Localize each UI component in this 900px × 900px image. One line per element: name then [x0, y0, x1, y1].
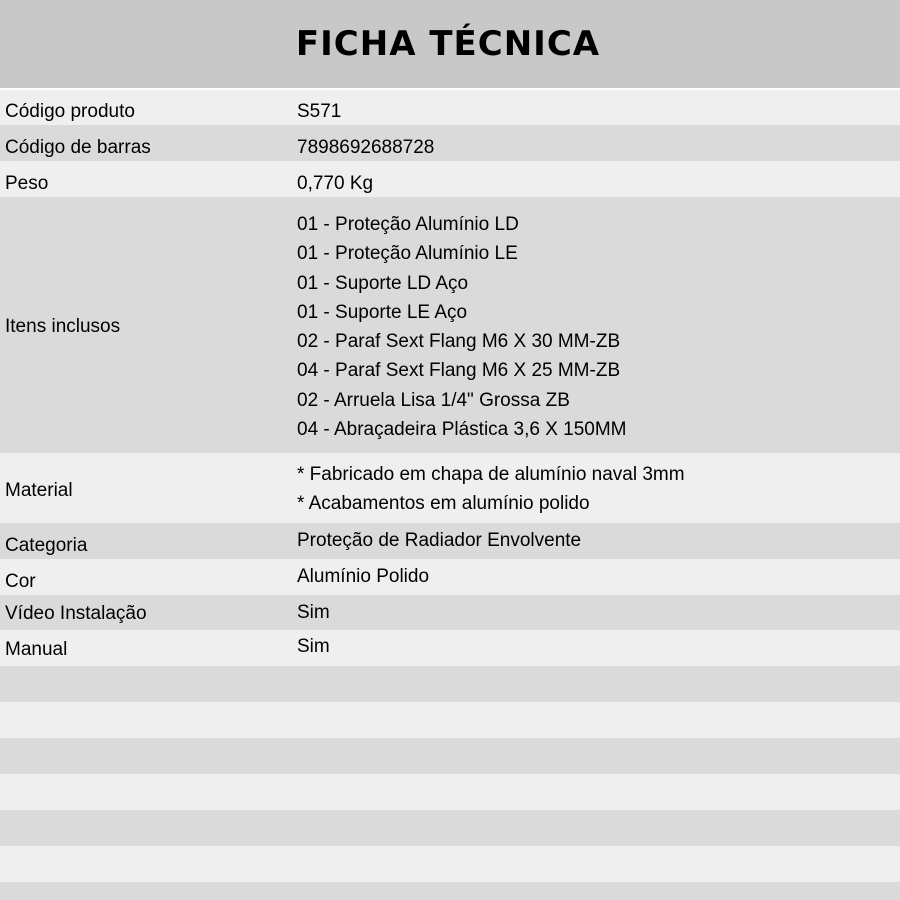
spec-label: Categoria — [5, 535, 88, 556]
list-item: 01 - Suporte LD Aço — [297, 272, 469, 294]
empty-row — [0, 882, 900, 900]
list-item: 04 - Abraçadeira Plástica 3,6 X 150MM — [297, 419, 627, 441]
spec-row-video-instalacao — [0, 595, 900, 630]
spec-row-peso — [0, 161, 900, 197]
spec-label: Código de barras — [5, 137, 151, 158]
list-item: 04 - Paraf Sext Flang M6 X 25 MM-ZB — [297, 360, 621, 382]
empty-row — [0, 846, 900, 882]
spec-value: 7898692688728 — [297, 137, 435, 158]
list-item: * Fabricado em chapa de alumínio naval 3mm — [297, 464, 685, 485]
sheet-title: FICHA TÉCNICA — [295, 24, 601, 64]
spec-label: Cor — [5, 571, 36, 592]
spec-row-codigo-produto — [0, 90, 900, 125]
spec-value: Proteção de Radiador Envolvente — [297, 530, 582, 551]
empty-row — [0, 774, 900, 810]
list-item: 02 - Arruela Lisa 1/4" Grossa ZB — [297, 389, 570, 411]
list-item: * Acabamentos em alumínio polido — [297, 493, 590, 515]
spec-row-material — [0, 453, 900, 523]
spec-row-itens-inclusos — [0, 197, 900, 453]
list-item: 01 - Proteção Alumínio LE — [297, 243, 518, 265]
empty-row — [0, 810, 900, 846]
spec-value: Sim — [297, 636, 330, 657]
spec-label: Código produto — [5, 101, 135, 122]
spec-label: Material — [5, 480, 73, 501]
empty-row — [0, 738, 900, 774]
empty-row — [0, 702, 900, 738]
spec-value: Alumínio Polido — [297, 566, 430, 587]
material-list — [297, 465, 685, 524]
list-item: 01 - Proteção Alumínio LD — [297, 214, 519, 235]
spec-row-manual — [0, 630, 900, 666]
list-item: 02 - Paraf Sext Flang M6 X 30 MM-ZB — [297, 331, 621, 353]
list-item: 01 - Suporte LE Aço — [297, 301, 468, 323]
spec-value: Sim — [297, 602, 330, 623]
empty-row — [0, 666, 900, 702]
spec-label: Manual — [5, 639, 68, 660]
spec-label: Vídeo Instalação — [5, 603, 147, 624]
spec-value: 0,770 Kg — [297, 173, 374, 194]
spec-value: S571 — [297, 101, 342, 122]
title-bar — [0, 0, 900, 88]
spec-row-codigo-barras — [0, 125, 900, 161]
spec-label: Itens inclusos — [5, 316, 121, 337]
spec-label: Peso — [5, 173, 49, 194]
included-items-list — [297, 215, 627, 449]
spec-row-categoria — [0, 523, 900, 559]
spec-row-cor — [0, 559, 900, 595]
